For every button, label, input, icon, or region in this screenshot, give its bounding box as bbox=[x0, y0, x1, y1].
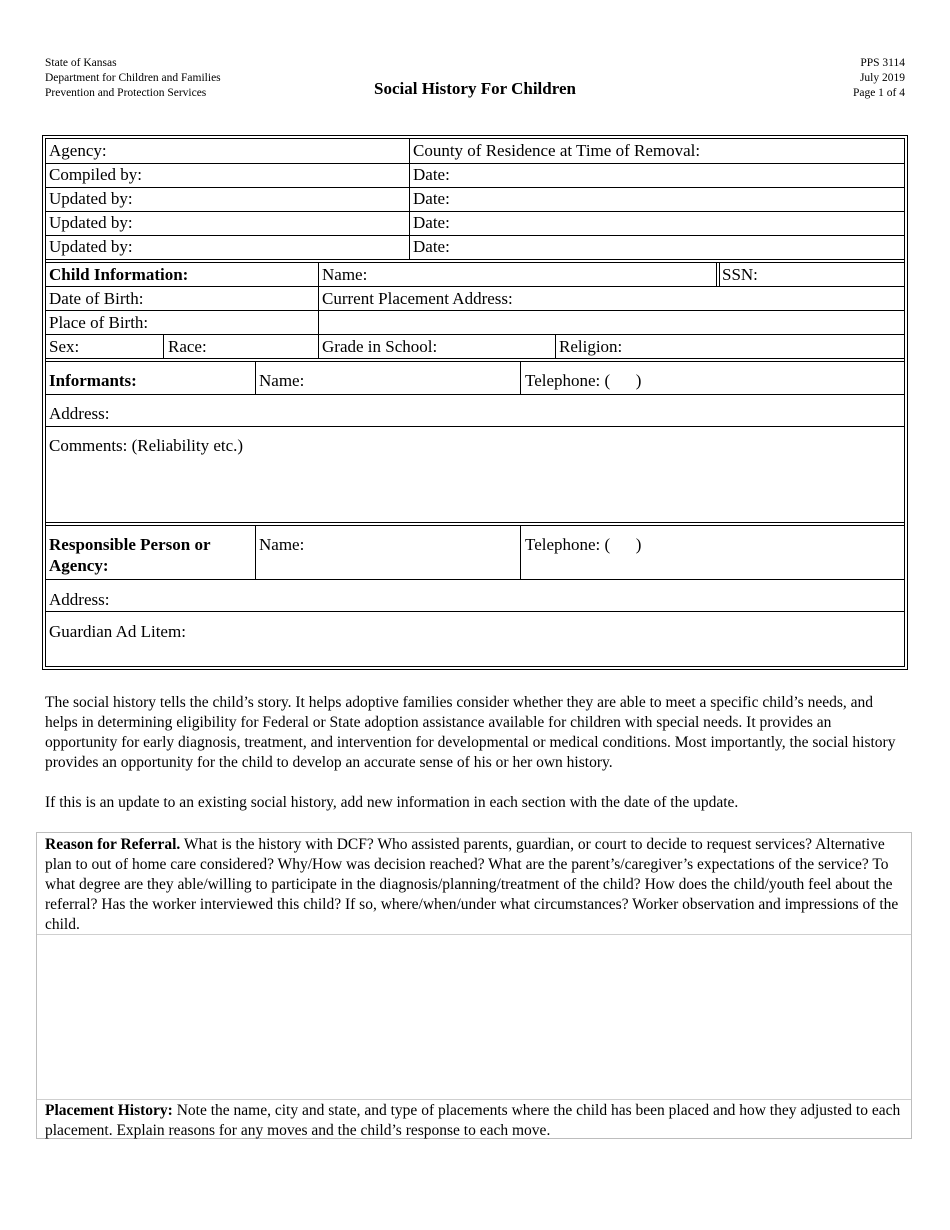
form-table bbox=[42, 135, 908, 670]
child-information-label: Child Information: bbox=[49, 265, 189, 284]
row-rule bbox=[46, 579, 904, 580]
intro-paragraph: The social history tells the child’s story. It helps adoptive families consider whether they are able to meet a specific child’s needs, and helps in determining eligibility for Federal or State adoption assistance available for children with special needs. It provides an opportunity for early diagnosis, treatment, and intervention for developmental or medical conditions. Most importantly, the social history provides an opportunity for the child to develop an accurate sense of his or her own history. bbox=[45, 694, 896, 771]
row-rule bbox=[46, 310, 904, 311]
religion-field[interactable]: Religion: bbox=[559, 337, 623, 356]
updated-date-field-2[interactable]: Date: bbox=[413, 213, 450, 232]
divider bbox=[409, 139, 410, 259]
date-of-birth-field[interactable]: Date of Birth: bbox=[49, 289, 144, 308]
form-id-block bbox=[853, 56, 905, 101]
row-rule bbox=[46, 235, 904, 236]
divider bbox=[719, 262, 720, 286]
header-division: Prevention and Protection Services bbox=[45, 87, 207, 99]
current-placement-address-field[interactable]: Current Placement Address: bbox=[322, 289, 513, 308]
row-rule bbox=[46, 611, 904, 612]
agency-field[interactable]: Agency: bbox=[49, 141, 107, 160]
ssn-field[interactable]: SSN: bbox=[722, 265, 758, 284]
informant-name-field[interactable]: Name: bbox=[259, 371, 305, 390]
informants-label: Informants: bbox=[49, 371, 137, 390]
section-rule bbox=[46, 358, 904, 359]
responsible-name-field[interactable]: Name: bbox=[259, 535, 305, 554]
divider bbox=[520, 525, 521, 579]
updated-by-field-2[interactable]: Updated by: bbox=[49, 213, 133, 232]
referral-response-area[interactable] bbox=[37, 935, 911, 1099]
form-date: July 2019 bbox=[859, 72, 905, 84]
section-rule bbox=[46, 525, 904, 526]
guardian-ad-litem-field[interactable]: Guardian Ad Litem: bbox=[49, 622, 186, 641]
row-rule bbox=[46, 426, 904, 427]
divider bbox=[716, 262, 717, 286]
referral-section bbox=[36, 832, 912, 1139]
header-state: State of Kansas bbox=[45, 57, 117, 69]
compiled-date-field[interactable]: Date: bbox=[413, 165, 450, 184]
grade-in-school-field[interactable]: Grade in School: bbox=[322, 337, 438, 356]
row-rule bbox=[46, 211, 904, 212]
race-field[interactable]: Race: bbox=[168, 337, 207, 356]
place-of-birth-field[interactable]: Place of Birth: bbox=[49, 313, 149, 332]
row-rule bbox=[46, 394, 904, 395]
row-rule bbox=[46, 187, 904, 188]
county-field[interactable]: County of Residence at Time of Removal: bbox=[413, 141, 701, 160]
page-number: Page 1 of 4 bbox=[852, 87, 905, 99]
referral-heading: Reason for Referral. bbox=[45, 836, 181, 853]
divider bbox=[555, 334, 556, 358]
responsible-address-field[interactable]: Address: bbox=[49, 590, 110, 609]
comments-field[interactable]: Comments: (Reliability etc.) bbox=[49, 436, 244, 455]
referral-text: What is the history with DCF? Who assisted parents, guardian, or court to decide to request services? Alternative plan to out of home care considered? Why/How was decision reached? What are the parent’s/caregiver’s expectations of the service? To what degree are they able/willing to participate in the diagnosis/planning/treatment of the child? How does the child/youth feel about the referral? Has the worker interviewed this child? If so, where/when/under what circumstances? Worker observation and impressions of the child. bbox=[45, 836, 899, 933]
child-name-field[interactable]: Name: bbox=[322, 265, 368, 284]
page-title: Social History For Children bbox=[374, 79, 576, 98]
section-rule bbox=[46, 259, 904, 260]
informant-address-field[interactable]: Address: bbox=[49, 404, 110, 423]
placement-history-prompt bbox=[45, 1101, 903, 1141]
divider bbox=[520, 361, 521, 394]
responsible-telephone-field[interactable]: Telephone: ( ) bbox=[525, 535, 642, 554]
referral-prompt bbox=[45, 835, 903, 935]
placement-heading: Placement History: bbox=[45, 1102, 173, 1119]
update-instruction: If this is an update to an existing social history, add new information in each section with the date of the update. bbox=[45, 794, 739, 811]
divider bbox=[255, 361, 256, 394]
updated-date-field-3[interactable]: Date: bbox=[413, 237, 450, 256]
updated-by-field-1[interactable]: Updated by: bbox=[49, 189, 133, 208]
informant-telephone-field[interactable]: Telephone: ( ) bbox=[525, 371, 642, 390]
section-rule bbox=[46, 361, 904, 362]
row-rule bbox=[46, 163, 904, 164]
updated-by-field-3[interactable]: Updated by: bbox=[49, 237, 133, 256]
responsible-person-label-line1: Responsible Person or bbox=[49, 535, 211, 554]
row-rule bbox=[46, 286, 904, 287]
compiled-by-field[interactable]: Compiled by: bbox=[49, 165, 143, 184]
divider bbox=[255, 525, 256, 579]
form-table-inner bbox=[45, 138, 905, 667]
row-rule bbox=[46, 334, 904, 335]
updated-date-field-1[interactable]: Date: bbox=[413, 189, 450, 208]
form-number: PPS 3114 bbox=[860, 57, 905, 69]
responsible-person-label-line2: Agency: bbox=[49, 556, 109, 575]
header-department: Department for Children and Families bbox=[45, 72, 221, 84]
divider bbox=[37, 1099, 911, 1100]
section-rule bbox=[46, 522, 904, 523]
section-rule bbox=[46, 262, 904, 263]
sex-field[interactable]: Sex: bbox=[49, 337, 80, 356]
divider bbox=[163, 334, 164, 358]
placement-text: Note the name, city and state, and type of placements where the child has been placed and how they adjusted to each placement. Explain reasons for any moves and the child’s response to each move. bbox=[45, 1102, 901, 1139]
